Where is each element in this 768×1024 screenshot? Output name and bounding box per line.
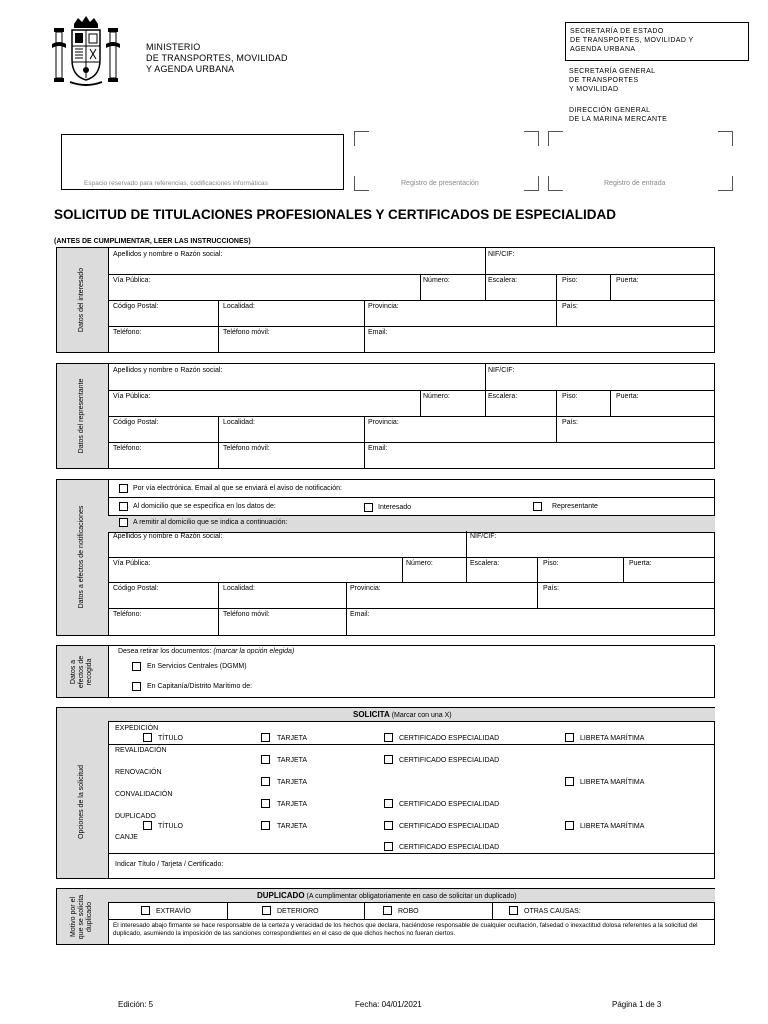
ren-libreta-label: LIBRETA MARÍTIMA bbox=[580, 779, 645, 786]
notif-movil-field[interactable]: Teléfono móvil: bbox=[223, 611, 270, 618]
footer-pagina: Página 1 de 3 bbox=[612, 1000, 662, 1009]
conv-tarjeta-checkbox[interactable] bbox=[261, 799, 270, 808]
recogida-sc-checkbox[interactable] bbox=[132, 662, 141, 671]
ren-tarjeta-label: TARJETA bbox=[277, 779, 308, 786]
canje-label: CANJE bbox=[115, 834, 138, 841]
conv-tarjeta-label: TARJETA bbox=[277, 801, 308, 808]
rev-cert-checkbox[interactable] bbox=[384, 755, 393, 764]
notif-representante-label: Representante bbox=[552, 503, 598, 510]
ministry-name: MINISTERIO DE TRANSPORTES, MOVILIDAD Y AGENDA URBANA bbox=[146, 42, 288, 74]
rev-tarjeta-checkbox[interactable] bbox=[261, 755, 270, 764]
motivo-extravio-label: EXTRAVÍO bbox=[156, 908, 191, 915]
exp-titulo-checkbox[interactable] bbox=[143, 733, 152, 742]
rev-tarjeta-label: TARJETA bbox=[277, 757, 308, 764]
motivo-robo-label: ROBO bbox=[398, 908, 419, 915]
notif-provincia-field[interactable]: Provincia: bbox=[350, 585, 381, 592]
notif-interesado-label: Interesado bbox=[378, 504, 412, 511]
rep-nif-field[interactable]: NIF/CIF: bbox=[488, 367, 515, 374]
duplicado-header: DUPLICADO (A cumplimentar obligatoriamente en caso de solicitar un duplicado) bbox=[257, 891, 517, 900]
notif-apellidos-field[interactable]: Apellidos y nombre o Razón social: bbox=[113, 533, 223, 540]
section-notificaciones-label: Datos a efectos de notificaciones bbox=[78, 505, 85, 609]
notif-domicilio-checkbox[interactable] bbox=[119, 502, 128, 511]
recogida-capitania-label: En Capitanía/Distrito Marítimo de: bbox=[147, 683, 253, 690]
registro-entrada-box[interactable] bbox=[548, 131, 733, 191]
via-publica-field[interactable]: Vía Pública: bbox=[113, 277, 151, 284]
rep-piso-field[interactable]: Piso: bbox=[562, 393, 578, 400]
notif-piso-field[interactable]: Piso: bbox=[543, 560, 559, 567]
motivo-deterioro-checkbox[interactable] bbox=[262, 906, 271, 915]
notif-via-publica-field[interactable]: Vía Pública: bbox=[113, 560, 151, 567]
motivo-otras-label: OTRAS CAUSAS: bbox=[524, 908, 581, 915]
rep-codigo-postal-field[interactable]: Código Postal: bbox=[113, 419, 159, 426]
motivo-deterioro-label: DETERIORO bbox=[277, 908, 319, 915]
notif-localidad-field[interactable]: Localidad: bbox=[223, 585, 255, 592]
section-motivo-label: Motivo por el que se solicita duplicado bbox=[70, 894, 93, 940]
section-interesado-label: Datos del interesado bbox=[78, 267, 85, 333]
rep-apellidos-field[interactable]: Apellidos y nombre o Razón social: bbox=[113, 367, 223, 374]
section-solicitud bbox=[56, 707, 715, 879]
movil-field[interactable]: Teléfono móvil: bbox=[223, 329, 270, 336]
notif-pais-field[interactable]: País: bbox=[543, 585, 559, 592]
direccion-general: DIRECCIÓN GENERAL DE LA MARINA MERCANTE bbox=[569, 107, 668, 123]
notif-remitir-label: A remitir al domicilio que se indica a continuación: bbox=[133, 519, 288, 526]
instructions-note: (ANTES DE CUMPLIMENTAR, LEER LAS INSTRUCCIONES) bbox=[54, 238, 251, 245]
canje-cert-checkbox[interactable] bbox=[384, 842, 393, 851]
exp-tarjeta-label: TARJETA bbox=[277, 735, 308, 742]
section-interesado bbox=[56, 247, 715, 353]
section-recogida bbox=[56, 645, 715, 698]
rep-localidad-field[interactable]: Localidad: bbox=[223, 419, 255, 426]
provincia-field[interactable]: Provincia: bbox=[368, 303, 399, 310]
motivo-robo-checkbox[interactable] bbox=[383, 906, 392, 915]
section-notificaciones bbox=[56, 479, 715, 636]
notif-electronica-label: Por vía electrónica. Email al que se enviará el aviso de notificación: bbox=[133, 485, 342, 492]
section-motivo-duplicado bbox=[56, 888, 715, 945]
exp-tarjeta-checkbox[interactable] bbox=[261, 733, 270, 742]
notif-puerta-field[interactable]: Puerta: bbox=[629, 560, 652, 567]
ren-tarjeta-checkbox[interactable] bbox=[261, 777, 270, 786]
dup-tarjeta-label: TARJETA bbox=[277, 823, 308, 830]
duplicado-label: DUPLICADO bbox=[115, 813, 156, 820]
secretaria-estado-box: SECRETARÍA DE ESTADO DE TRANSPORTES, MOVILIDAD Y AGENDA URBANA bbox=[565, 22, 749, 61]
puerta-field[interactable]: Puerta: bbox=[616, 277, 639, 284]
revalidacion-label: REVALIDACIÓN bbox=[115, 747, 167, 754]
rep-via-publica-field[interactable]: Vía Pública: bbox=[113, 393, 151, 400]
convalidacion-label: CONVALIDACIÓN bbox=[115, 791, 173, 798]
notif-domicilio-label: Al domicilio que se especifica en los datos de: bbox=[133, 503, 276, 510]
notif-representante-checkbox[interactable] bbox=[533, 502, 542, 511]
section-recogida-label: Datos a efectos de recogida bbox=[70, 655, 93, 689]
rep-movil-field[interactable]: Teléfono móvil: bbox=[223, 445, 270, 452]
rev-cert-label: CERTIFICADO ESPECIALIDAD bbox=[399, 757, 500, 764]
telefono-field[interactable]: Teléfono: bbox=[113, 329, 142, 336]
section-representante-label: Datos del representante bbox=[78, 378, 85, 454]
section-representante bbox=[56, 363, 715, 469]
dup-tarjeta-checkbox[interactable] bbox=[261, 821, 270, 830]
notif-email-field[interactable]: Email: bbox=[350, 611, 370, 618]
duplicado-legal-text: El interesado abajo firmante se hace responsable de la certeza y veracidad de los hechos que declara, haciéndose responsable de cualquier ocultación, falsedad o inexactitud dolosa referentes a la solicitud del duplicado, asumiendo la imposición de las sanciones correspondientes en el caso de que dichos hechos no fueran ciertos. bbox=[113, 922, 698, 937]
rep-numero-field[interactable]: Número: bbox=[423, 393, 450, 400]
ren-libreta-checkbox[interactable] bbox=[565, 777, 574, 786]
dup-libreta-label: LIBRETA MARÍTIMA bbox=[580, 823, 645, 830]
registro-presentacion-label: Registro de presentación bbox=[401, 180, 479, 187]
dup-titulo-checkbox[interactable] bbox=[143, 821, 152, 830]
notif-interesado-checkbox[interactable] bbox=[364, 503, 373, 512]
notif-numero-field[interactable]: Número: bbox=[406, 560, 433, 567]
coat-of-arms-logo bbox=[50, 14, 122, 88]
reference-space-box[interactable] bbox=[61, 134, 344, 190]
rep-escalera-field[interactable]: Escalera: bbox=[488, 393, 518, 400]
motivo-extravio-checkbox[interactable] bbox=[141, 906, 150, 915]
section-solicitud-label: Opciones de la solicitud bbox=[78, 765, 85, 839]
recogida-sc-label: En Servicios Centrales (DGMM) bbox=[147, 663, 247, 670]
dup-libreta-checkbox[interactable] bbox=[565, 821, 574, 830]
renovacion-label: RENOVACIÓN bbox=[115, 769, 162, 776]
rep-puerta-field[interactable]: Puerta: bbox=[616, 393, 639, 400]
conv-cert-label: CERTIFICADO ESPECIALIDAD bbox=[399, 801, 500, 808]
rep-email-field[interactable]: Email: bbox=[368, 445, 388, 452]
secretaria-general: SECRETARÍA GENERAL DE TRANSPORTES Y MOVILIDAD bbox=[569, 68, 656, 93]
rep-pais-field[interactable]: País: bbox=[562, 419, 578, 426]
escalera-field[interactable]: Escalera: bbox=[488, 277, 518, 284]
expedicion-label: EXPEDICIÓN bbox=[115, 725, 159, 732]
exp-cert-label: CERTIFICADO ESPECIALIDAD bbox=[399, 735, 500, 742]
exp-cert-checkbox[interactable] bbox=[384, 733, 393, 742]
numero-field[interactable]: Número: bbox=[423, 277, 450, 284]
registro-entrada-label: Registro de entrada bbox=[604, 180, 666, 187]
recogida-capitania-checkbox[interactable] bbox=[132, 682, 141, 691]
registro-presentacion-box[interactable] bbox=[354, 131, 539, 191]
rep-provincia-field[interactable]: Provincia: bbox=[368, 419, 399, 426]
dup-cert-label: CERTIFICADO ESPECIALIDAD bbox=[399, 823, 500, 830]
footer-fecha: Fecha: 04/01/2021 bbox=[355, 1000, 422, 1009]
apellidos-field[interactable]: Apellidos y nombre o Razón social: bbox=[113, 251, 223, 258]
form-title: SOLICITUD DE TITULACIONES PROFESIONALES Y CERTIFICADOS DE ESPECIALIDAD bbox=[54, 207, 617, 222]
notif-telefono-field[interactable]: Teléfono: bbox=[113, 611, 142, 618]
rep-telefono-field[interactable]: Teléfono: bbox=[113, 445, 142, 452]
footer-edicion: Edición: 5 bbox=[118, 1000, 154, 1009]
indicar-titulo-field[interactable]: Indicar Título / Tarjeta / Certificado: bbox=[115, 861, 224, 868]
recogida-desea-label: Desea retirar los documentos: (marcar la opción elegida) bbox=[118, 648, 295, 655]
motivo-otras-checkbox[interactable] bbox=[509, 906, 518, 915]
exp-libreta-checkbox[interactable] bbox=[565, 733, 574, 742]
exp-libreta-label: LIBRETA MARÍTIMA bbox=[580, 735, 645, 742]
pais-field[interactable]: País: bbox=[562, 303, 578, 310]
notif-remitir-checkbox[interactable] bbox=[119, 518, 128, 527]
exp-titulo-label: TÍTULO bbox=[158, 735, 183, 742]
conv-cert-checkbox[interactable] bbox=[384, 799, 393, 808]
solicita-header: SOLICITA (Marcar con una X) bbox=[353, 710, 452, 719]
dup-cert-checkbox[interactable] bbox=[384, 821, 393, 830]
email-field[interactable]: Email: bbox=[368, 329, 388, 336]
notif-escalera-field[interactable]: Escalera: bbox=[470, 560, 500, 567]
nif-field[interactable]: NIF/CIF: bbox=[488, 251, 515, 258]
canje-cert-label: CERTIFICADO ESPECIALIDAD bbox=[399, 844, 500, 851]
notif-nif-field[interactable]: NIF/CIF: bbox=[470, 533, 497, 540]
dup-titulo-label: TÍTULO bbox=[158, 823, 183, 830]
notif-codigo-postal-field[interactable]: Código Postal: bbox=[113, 585, 159, 592]
reference-space-label: Espacio reservado para referencias, codificaciones informáticas bbox=[84, 180, 268, 187]
notif-electronica-checkbox[interactable] bbox=[119, 484, 128, 493]
codigo-postal-field[interactable]: Código Postal: bbox=[113, 303, 159, 310]
piso-field[interactable]: Piso: bbox=[562, 277, 578, 284]
localidad-field[interactable]: Localidad: bbox=[223, 303, 255, 310]
